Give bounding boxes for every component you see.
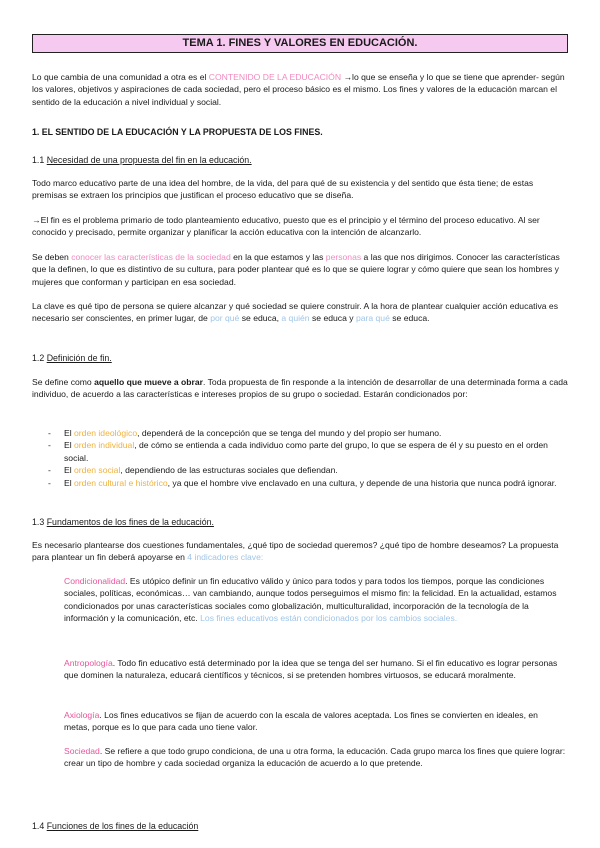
text: , ya que el hombre vive enclavado en una cultura, y depende de una historia que nunca podrá ignorar. <box>167 477 557 488</box>
indicator-term: Antropología <box>64 658 113 668</box>
conditions-list <box>32 427 568 489</box>
bold-text: aquello que mueve a obrar <box>94 377 203 387</box>
section-1-3-heading <box>32 516 568 528</box>
highlight-text: para qué <box>355 313 390 324</box>
text: , de cómo se entienda a cada individuo como parte del grupo, lo que se espera de él y su puesto en el orden social. <box>64 440 548 463</box>
text: se educa. <box>389 313 430 324</box>
section-number: 1.4 <box>32 821 47 831</box>
section-title: Necesidad de una propuesta del fin en la educación. <box>46 155 252 165</box>
dash-bullet: - <box>48 428 51 438</box>
paragraph-1-1-b <box>32 214 568 239</box>
paragraph-1-1-c <box>32 251 568 288</box>
highlight-text: personas <box>325 252 362 262</box>
highlight-text: orden ideológico <box>74 428 138 438</box>
highlight-text: Los fines educativos están condicionados por los cambios sociales. <box>200 613 458 624</box>
text: Se deben <box>32 252 72 262</box>
text: a las que nos dirigimos. Conocer las características que la definen, lo que es distintivo de su cultura, para poder plantear qué es lo que se quiere lograr y cómo quiere que sean los hombres y mujeres que conforman y participan en esa sociedad. <box>32 252 560 287</box>
highlight-text: 4 indicadores clave: <box>187 552 264 563</box>
section-number: 1.1 <box>32 155 47 165</box>
indicator-axiologia <box>64 709 566 734</box>
list-item <box>32 464 568 476</box>
section-title: Fundamentos de los fines de la educación. <box>46 517 214 527</box>
text: Es necesario plantearse dos cuestiones fundamentales, ¿qué tipo de sociedad queremos? ¿qué tipo de hombre deseamos? La propuesta para plantear un fin deberá apoyarse en <box>32 540 559 563</box>
highlight-text: orden cultural e histórico <box>74 477 168 488</box>
highlight-text: conocer las características de la sociedad <box>71 252 231 262</box>
dash-bullet: - <box>48 465 51 476</box>
indicator-term: Sociedad <box>64 746 100 756</box>
text: . Es utópico definir un fin educativo válido y único para todos y para todos los tiempos, porque las condiciones sociales, políticas, económicas… van cambiando, aunque todos perseguimos el mismo fin: la felicidad. En la actualidad, estamos condicionados por unas características sociales como globalización, multiculturalidad, incorporación de la tecnología de la información y la comunicación, etc. <box>64 576 557 624</box>
section-title: Funciones de los fines de la educación <box>46 821 199 831</box>
intro-highlight: CONTENIDO DE LA EDUCACIÓN <box>208 72 342 82</box>
text: La clave es qué tipo de persona se quiere alcanzar y qué sociedad se quiere construir. A la hora de plantear cualquier acción educativa es necesario ser conscientes, en primer lugar, de <box>32 301 558 324</box>
text: . Los fines educativos se fijan de acuerdo con la escala de valores aceptada. Los fines se convierten en ideales, en metas, porque es lo que para cada uno tiene valor. <box>64 710 538 733</box>
highlight-text: por qué <box>210 313 240 324</box>
highlight-text: a quién <box>281 313 310 324</box>
paragraph-text: →El fin es el problema primario de todo planteamiento educativo, puesto que es el principio y el término del proceso educativo. Al ser conocido y precisado, permite organizar y planificar la acción educativa con la intención de alcanzarlo. <box>32 215 540 238</box>
section-1-1-heading <box>32 154 568 166</box>
indicator-term: Axiología <box>64 710 100 720</box>
text: . Todo fin educativo está determinado por la idea que se tenga del ser humano. Si el fin educativo es lograr personas que dominen la naturaleza, educará científicos y técnicos, si se pretenden hombres virtuosos, se educará moralmente. <box>64 658 558 681</box>
text: El <box>64 440 75 451</box>
text: se educa y <box>309 313 356 324</box>
intro-text-2: →lo que se enseña y lo que se tiene que aprender- según los valores, objetivos y aspiraciones de cada sociedad, pero el proceso básico es el mismo. Los fines y valores de la educación marcan el sentido de la educación a nivel individual y social. <box>32 72 565 107</box>
indicator-term: Condicionalidad <box>64 576 126 586</box>
list-item <box>32 439 568 464</box>
text: . Se refiere a que todo grupo condiciona, de una u otra forma, la educación. Cada grupo marca los fines que quiere lograr: crear un tipo de hombre y cada sociedad organiza la educación de acuerdo a lo que pretende. <box>64 746 566 769</box>
intro-text-1: Lo que cambia de una comunidad a otra es el <box>32 72 209 82</box>
text: El <box>64 428 75 438</box>
text: , dependerá de la concepción que se tenga del mundo y del propio ser humano. <box>137 428 442 438</box>
paragraph-1-3 <box>32 539 568 564</box>
section-1-4-heading <box>32 820 568 832</box>
indicator-condicionalidad <box>64 575 566 625</box>
section-title: Definición de fin. <box>46 353 112 363</box>
list-item <box>32 427 568 439</box>
text: El <box>64 477 75 488</box>
page-title: TEMA 1. FINES Y VALORES EN EDUCACIÓN. <box>32 34 568 53</box>
text: se educa, <box>239 313 282 324</box>
section-1-2-heading <box>32 352 568 364</box>
highlight-text: orden individual <box>74 440 135 451</box>
paragraph-1-2 <box>32 376 568 401</box>
text: . Toda propuesta de fin responde a la intención de desarrollar de una determinada forma a cada individuo, de acuerdo a las características e intereses propios de su grupo o sociedad. Estarán condicionados por: <box>32 377 568 400</box>
highlight-text: orden social <box>74 465 121 476</box>
section-number: 1.3 <box>32 517 47 527</box>
indicator-sociedad <box>64 745 566 770</box>
section-1-heading: 1. EL SENTIDO DE LA EDUCACIÓN Y LA PROPUESTA DE LOS FINES. <box>32 127 323 137</box>
text: en la que estamos y las <box>230 252 326 262</box>
intro-paragraph <box>32 71 568 108</box>
dash-bullet: - <box>48 477 51 488</box>
paragraph-1-1-d <box>32 300 568 325</box>
list-item <box>32 477 568 489</box>
text: El <box>64 465 75 476</box>
dash-bullet: - <box>48 440 51 451</box>
indicator-antropologia <box>64 657 566 682</box>
paragraph-1-1-a <box>32 177 568 202</box>
text: , dependiendo de las estructuras sociales que defiendan. <box>120 465 338 476</box>
section-number: 1.2 <box>32 353 47 363</box>
paragraph-text: Todo marco educativo parte de una idea del hombre, de la vida, del para qué de su existencia y del sentido que ésta tiene; de estas premisas se extraen los principios que justifican el proceso educativo que se diseña. <box>32 178 534 201</box>
text: Se define como <box>32 377 95 387</box>
